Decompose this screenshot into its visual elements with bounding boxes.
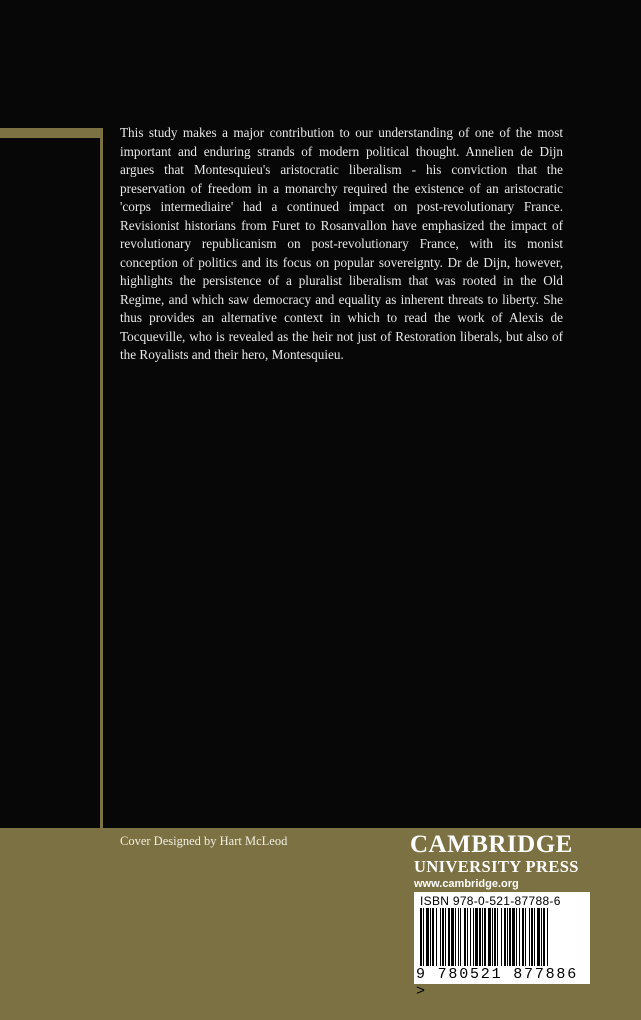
barcode-stripe [507,908,508,966]
barcode-panel [414,892,590,1000]
barcode-stripe [488,908,491,966]
publisher-block [410,832,595,892]
barcode-stripe [484,908,486,966]
barcode-stripe [455,908,456,966]
barcode-stripe [430,908,431,966]
publisher-subname: UNIVERSITY PRESS [414,857,579,876]
barcode-stripe [543,908,545,966]
barcode-stripe [423,908,424,966]
barcode-stripe [519,908,520,966]
isbn-label: ISBN 978-0-521-87788-6 [420,894,561,908]
barcode-stripe [440,908,441,966]
barcode-stripe [451,908,454,966]
barcode-stripe [467,908,468,966]
barcode-stripe [547,908,548,966]
barcode-stripe [504,908,506,966]
ean-number: 9 780521 877886 > [416,966,579,1000]
barcode-stripe [473,908,474,966]
barcode-stripe [534,908,535,966]
barcode-stripe [522,908,524,966]
publisher-url: www.cambridge.org [414,878,519,890]
barcode-stripe [537,908,540,966]
barcode-stripe [470,908,471,966]
barcode-stripe [464,908,466,966]
barcode-stripe [509,908,511,966]
accent-bar [0,128,103,138]
barcode-stripe [541,908,542,966]
barcode-icon [418,908,586,968]
barcode-stripe [525,908,526,966]
barcode-stripe [501,908,502,966]
barcode-stripe [460,908,461,966]
barcode-stripe [492,908,493,966]
publisher-name: CAMBRIDGE [410,831,573,858]
barcode-stripe [448,908,450,966]
barcode-stripe [445,908,446,966]
barcode-stripe [494,908,496,966]
barcode-stripe [420,908,422,966]
accent-vertical-rule [100,128,103,828]
barcode-stripe [516,908,517,966]
barcode-stripe [442,908,444,966]
barcode-stripe [475,908,478,966]
barcode-stripe [479,908,481,966]
barcode-stripe [426,908,429,966]
barcode-stripe [432,908,434,966]
cover-blurb: This study makes a major contribution to our understanding of one of the most important and enduring strands of modern political thought. Annelien de Dijn argues that Montesquieu's aristocratic liberalism - his conviction that the preservation of freedom in a monarchy required the existence of an aristocratic 'corps intermediaire' had a continued impact on post-revolutionary France. Revisionist historians from Furet to Rosanvallon have emphasized the impact of revolutionary republicanism on post-revolutionary France, with its monist conception of politics and its focus on popular sovereignty. Dr de Dijn, however, highlights the persistence of a pluralist liberalism that was rooted in the Old Regime, and which saw democracy and equality as inherent threats to liberty. She thus provides an alternative context in which to read the work of Alexis de Tocqueville, who is revealed as the heir not just of Restoration liberals, but also of the Royalists and their hero, Montesquieu. [120,125,563,362]
barcode-stripe [482,908,483,966]
barcode-stripe [529,908,530,966]
cover-credit: Cover Designed by Hart McLeod [120,834,288,848]
barcode-stripe [436,908,437,966]
barcode-stripe [531,908,533,966]
barcode-stripe [497,908,498,966]
barcode-stripe [458,908,459,966]
barcode-stripe [512,908,515,966]
